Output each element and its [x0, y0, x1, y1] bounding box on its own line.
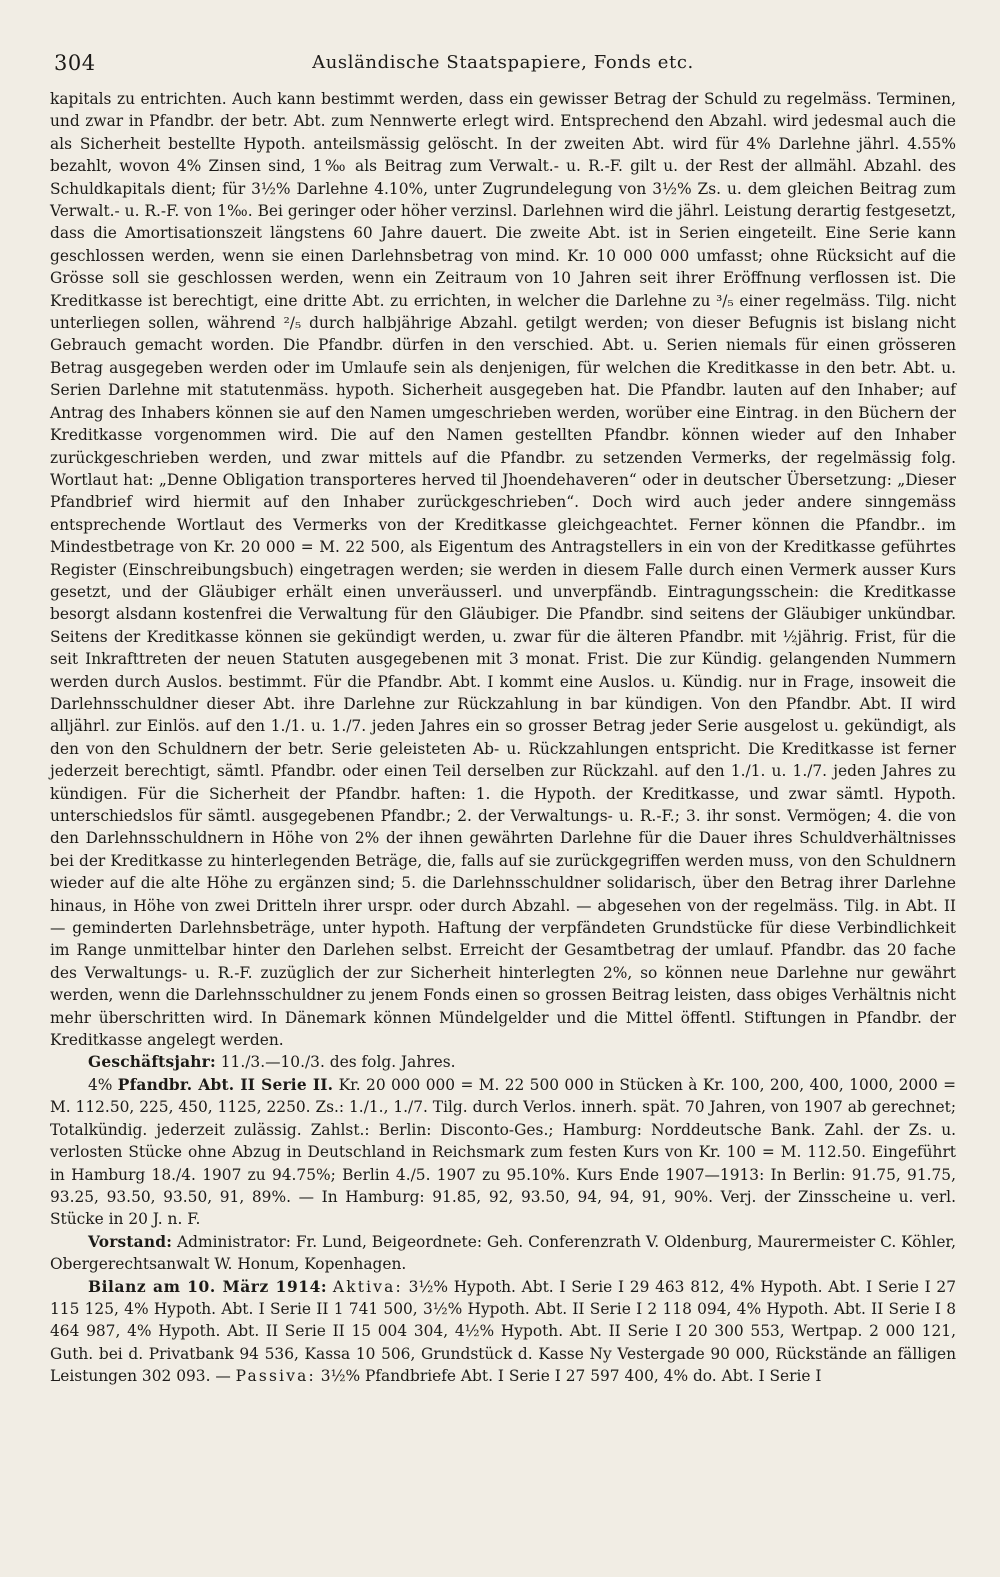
continued-paragraph: kapitals zu entrichten. Auch kann bestimmt werden, dass ein gewisser Betrag der Schuld zu regelmäss. Terminen, und zwar in Pfandbr. der betr. Abt. zum Nennwerte erlegt wird. Entsprechend den Abzahl. wird jedesmal auch die als Sicherheit bestellte Hypoth. anteilsmässig gelöscht. In der zweiten Abt. wird für 4% Darlehne jährl. 4.55% bezahlt, wovon 4% Zinsen sind, 1‰ als Beitrag zum Verwalt.- u. R.-F. gilt u. der Rest der allmähl. Abzahl. des Schuldkapitals dient; für 3½% Darlehne 4.10%, unter Zugrundelegung von 3½% Zs. u. dem gleichen Beitrag zum Verwalt.- u. R.-F. von 1‰. Bei geringer oder höher verzinsl. Darlehnen wird die jährl. Leistung derartig festgesetzt, dass die Amortisationszeit längstens 60 Jahre dauert. Die zweite Abt. ist in Serien eingeteilt. Eine Serie kann geschlossen werden, wenn sie einen Darlehnsbetrag von mind. Kr. 10 000 000 umfasst; ohne Rücksicht auf die Grösse soll sie geschlossen werden, wenn ein Zeitraum von 10 Jahren seit ihrer Eröffnung verflossen ist. Die Kreditkasse ist berechtigt, eine dritte Abt. zu errichten, in welcher die Darlehne zu ³/₅ einer regelmäss. Tilg. nicht unterliegen sollen, während ²/₅ durch halbjährige Abzahl. getilgt werden; von dieser Befugnis ist bislang nicht Gebrauch gemacht worden. Die Pfandbr. dürfen in den verschied. Abt. u. Serien niemals für einen grösseren Betrag ausgegeben werden oder im Umlaufe sein als denjenigen, für welchen die Kreditkasse in den betr. Abt. u. Serien Darlehne mit statutenmäss. hypoth. Sicherheit ausgegeben hat. Die Pfandbr. lauten auf den Inhaber; auf Antrag des Inhabers können sie auf den Namen umgeschrieben werden, worüber eine Eintrag. in den Büchern der Kreditkasse vorgenommen wird. Die auf den Namen gestellten Pfandbr. können wieder auf den Inhaber zurückgeschrieben werden, und zwar mittels auf die Pfandbr. zu setzenden Vermerks, der regelmässig folg. Wortlaut hat: „Denne Obligation transporteres herved til Jhoendehaveren“ oder in deutscher Übersetzung: „Dieser Pfandbrief wird hiermit auf den Inhaber zurückgeschrieben“. Doch wird auch jeder andere sinngemäss entsprechende Wortlaut des Vermerks von der Kreditkasse gleichgeachtet. Ferner können die Pfandbr.. im Mindestbetrage von Kr. 20 000 = M. 22 500, als Eigentum des Antragstellers in ein von der Kreditkasse geführtes Register (Einschreibungsbuch) eingetragen werden; sie werden in diesem Falle durch einen Vermerk ausser Kurs gesetzt, und der Gläubiger erhält einen unveräusserl. und unverpfändb. Eintragungsschein: die Kreditkasse besorgt alsdann kostenfrei die Verwaltung für den Gläubiger. Die Pfandbr. sind seitens der Gläubiger unkündbar. Seitens der Kreditkasse können sie gekündigt werden, u. zwar für die älteren Pfandbr. mit ½jährig. Frist, für die seit Inkrafttreten der neuen Statuten ausgegebenen mit 3 monat. Frist. Die zur Kündig. gelangenden Nummern werden durch Auslos. bestimmt. Für die Pfandbr. Abt. I kommt eine Auslos. u. Kündig. nur in Frage, insoweit die Darlehnsschuldner dieser Abt. ihre Darlehne zur Rückzahlung in bar kündigen. Von den Pfandbr. Abt. II wird alljährl. zur Einlös. auf den 1./1. u. 1./7. jeden Jahres ein so grosser Betrag jeder Serie ausgelost u. gekündigt, als den von den Schuldnern der betr. Serie geleisteten Ab- u. Rückzahlungen entspricht. Die Kreditkasse ist ferner jederzeit berechtigt, sämtl. Pfandbr. oder einen Teil derselben zur Rückzahl. auf den 1./1. u. 1./7. jeden Jahres zu kündigen. Für die Sicherheit der Pfandbr. haften: 1. die Hypoth. der Kreditkasse, und zwar sämtl. Hypoth. unterschiedslos für sämtl. ausgegebenen Pfandbr.; 2. der Verwaltungs- u. R.-F.; 3. ihr sonst. Vermögen; 4. die von den Darlehnsschuldnern in Höhe von 2% der ihnen gewährten Darlehne für die Dauer ihres Schuldverhältnisses bei der Kreditkasse zu hinterlegenden Beträge, die, falls auf sie zurückgegriffen werden muss, von den Schuldnern wieder auf die alte Höhe zu ergänzen sind; 5. die Darlehnsschuldner solidarisch, über den Betrag ihrer Darlehne hinaus, in Höhe von zwei Dritteln ihrer urspr. oder durch Abzahl. — abgesehen von der regelmäss. Tilg. in Abt. II — geminderten Darlehnsbeträge, unter hypoth. Haftung der verpfändeten Grundstücke für diese Verbindlichkeit im Range unmittelbar hinter den Darlehen selbst. Erreicht der Gesamtbetrag der umlauf. Pfandbr. das 20 fache des Verwaltungs- u. R.-F. zuzüglich der zur Sicherheit hinterlegten 2%, so können neue Darlehne nur gewährt werden, wenn die Darlehnsschuldner zu jenem Fonds einen so grossen Beitrag leisten, dass obiges Verhältnis nicht mehr überschritten wird. In Dänemark können Mündelgelder und die Mittel öffentl. Stiftungen in Pfandbr. der Kreditkasse angelegt werden.: [50, 90, 956, 1050]
pfandbrief-label: Pfandbr. Abt. II Serie II.: [117, 1075, 334, 1094]
bilanz-entry: [50, 1276, 956, 1388]
running-head: Ausländische Staatspapiere, Fonds etc.: [312, 52, 694, 73]
page-number: 304: [54, 51, 96, 75]
pfandbrief-text: Kr. 20 000 000 = M. 22 500 000 in Stücken à Kr. 100, 200, 400, 1000, 2000 = M. 112.50, 225, 450, 1125, 2250. Zs.: 1./1., 1./7. Tilg. durch Verlos. innerh. spät. 70 Jahren, von 1907 ab gerechnet; Totalkündig. jederzeit zulässig. Zahlst.: Berlin: Disconto-Ges.; Hamburg: Norddeutsche Bank. Zahl. der Zs. u. verlosten Stücke ohne Abzug in Deutschland in Reichsmark zum festen Kurs von Kr. 100 = M. 112.50. Eingeführt in Hamburg 18./4. 1907 zu 94.75%; Berlin 4./5. 1907 zu 95.10%. Kurs Ende 1907—1913: In Berlin: 91.75, 91.75, 93.25, 93.50, 93.50, 91, 89%. — In Hamburg: 91.85, 92, 93.50, 94, 94, 91, 90%. Verj. der Zinsscheine u. verl. Stücke in 20 J. n. F.: [50, 1075, 957, 1229]
passiva-label: Passiva:: [235, 1367, 316, 1386]
pfandbrief-entry: [50, 1074, 956, 1231]
passiva-text: 3½% Pfandbriefe Abt. I Serie I 27 597 400, 4% do. Abt. I Serie I: [320, 1367, 822, 1386]
vorstand-entry: [50, 1231, 956, 1276]
page-body: [50, 88, 956, 1388]
page-header: [50, 48, 956, 82]
vorstand-label: Vorstand:: [88, 1232, 173, 1251]
document-page: [50, 48, 956, 1556]
geschaeftsjahr-label: Geschäftsjahr:: [88, 1053, 216, 1072]
vorstand-text: Administrator: Fr. Lund, Beigeordnete: Geh. Conferenzrath V. Oldenburg, Maurermeister C. Köhler, Obergerechtsanwalt W. Honum, Kopenhagen.: [50, 1232, 956, 1274]
bilanz-label: Bilanz am 10. März 1914:: [88, 1277, 328, 1296]
geschaeftsjahr-text: 11./3.—10./3. des folg. Jahres.: [220, 1053, 456, 1072]
aktiva-text: 3½% Hypoth. Abt. I Serie I 29 463 812, 4% Hypoth. Abt. I Serie I 27 115 125, 4% Hypoth. Abt. I Serie II 1 741 500, 3½% Hypoth. Abt. II Serie I 2 118 094, 4% Hypoth. Abt. II Serie I 8 464 987, 4% Hypoth. Abt. II Serie II 15 004 304, 4½% Hypoth. Abt. II Serie I 20 300 553, Wertpap. 2 000 121, Guth. bei d. Privatbank 94 536, Kassa 10 506, Grundstück d. Kasse Ny Vestergade 90 000, Rückstände an fälligen Leistungen 302 093. —: [50, 1277, 956, 1386]
geschaeftsjahr-entry: [50, 1051, 956, 1073]
aktiva-label: Aktiva:: [332, 1277, 403, 1296]
pfandbrief-rate: 4%: [88, 1075, 113, 1094]
